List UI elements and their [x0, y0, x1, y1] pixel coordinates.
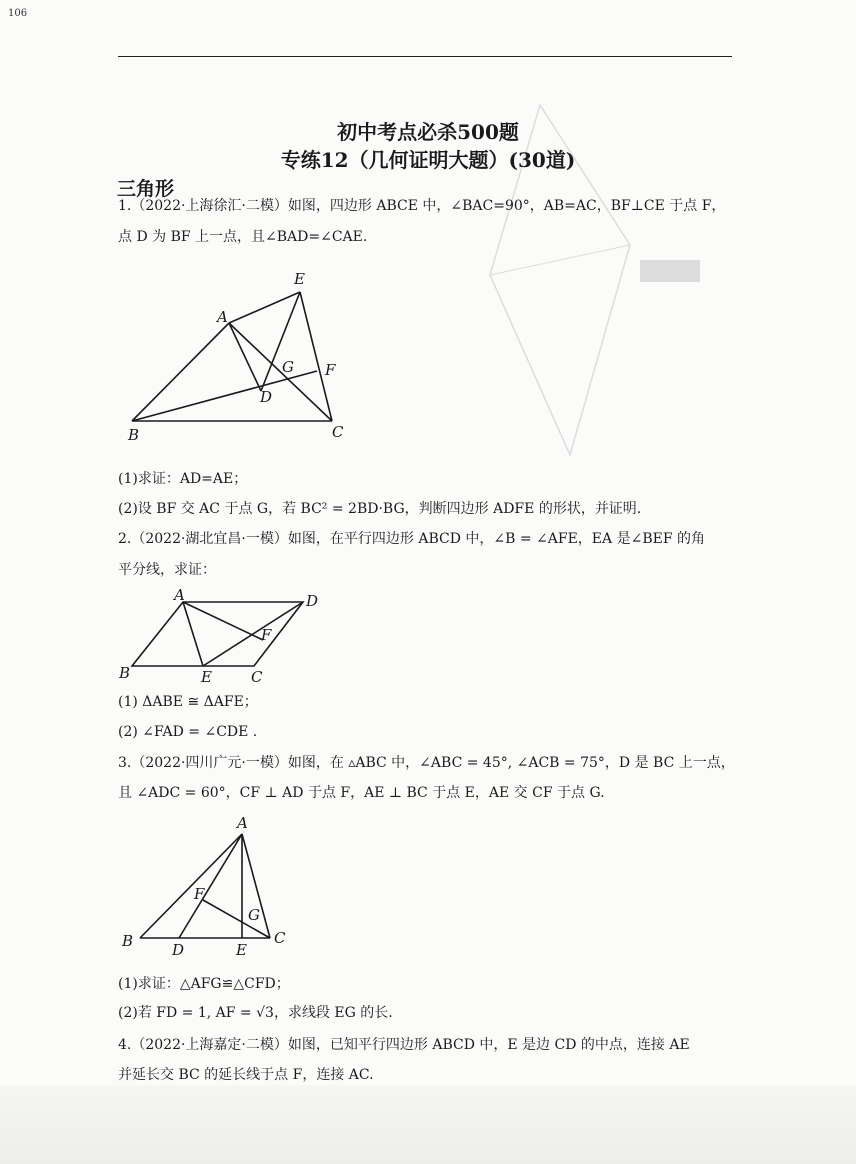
label-c: C [332, 423, 344, 441]
segment-af [183, 602, 263, 640]
label-g: G [248, 906, 260, 924]
problem-2-line-2: 平分线，求证： [118, 562, 216, 578]
label-c: C [251, 668, 263, 686]
problem-1-line-1: 1.（2022·上海徐汇·二模）如图，四边形 ABCE 中，∠BAC=90°，AB=AC，BF⊥CE 于点 F， [118, 198, 726, 214]
segment-ba [132, 323, 229, 421]
label-d: D [306, 592, 319, 610]
problem-2-part-1: (1) ΔABE ≅ ΔAFE； [118, 694, 258, 710]
label-b: B [122, 932, 134, 950]
label-g: G [282, 358, 294, 376]
segment-ba [140, 834, 242, 938]
problem-3-part-2: (2)若 FD = 1, AF = √3，求线段 EG 的长. [118, 1005, 393, 1021]
page-subtitle: 专练12（几何证明大题）(30道) [280, 148, 576, 172]
problem-3-figure [118, 812, 298, 962]
label-d: D [260, 388, 273, 406]
problem-3-line-1: 3.（2022·四川广元·一模）如图，在 ▵ABC 中，∠ABC = 45°, ∠ACB = 75°，D 是 BC 上一点， [118, 755, 735, 771]
section-heading: 三角形 [117, 178, 175, 200]
label-f: F [194, 885, 205, 903]
problem-3-line-2: 且 ∠ADC = 60°，CF ⊥ AD 于点 F，AE ⊥ BC 于点 E，AE 交 CF 于点 G. [118, 785, 605, 801]
problem-4-line-2: 并延长交 BC 的延长线于点 F，连接 AC. [118, 1067, 374, 1083]
problem-1-line-2: 点 D 为 BF 上一点，且∠BAD=∠CAE. [118, 229, 368, 245]
problem-1-part-1: (1)求证：AD=AE； [118, 471, 248, 487]
label-a: A [217, 308, 228, 326]
label-e: E [201, 668, 212, 686]
label-b: B [119, 664, 131, 682]
scan-shadow [0, 1085, 856, 1164]
problem-2-figure [116, 588, 336, 688]
segment-ac [229, 323, 332, 421]
page-title: 初中考点必杀500题 [337, 120, 519, 144]
problem-2-line-1: 2.（2022·湖北宜昌·一模）如图，在平行四边形 ABCD 中，∠B = ∠AFE，EA 是∠BEF 的角 [118, 531, 705, 547]
problem-1-figure [120, 268, 360, 448]
label-a: A [174, 586, 185, 604]
segment-ad [179, 834, 242, 938]
page-number: 106 [8, 8, 28, 19]
label-c: C [274, 929, 286, 947]
segment-ec [300, 292, 332, 421]
header-rule [118, 56, 732, 57]
segment-ed [203, 602, 303, 666]
problem-4-line-1: 4.（2022·上海嘉定·二模）如图，已知平行四边形 ABCD 中，E 是边 CD 的中点，连接 AE [118, 1037, 690, 1053]
label-e: E [294, 270, 305, 288]
label-f: F [325, 361, 336, 379]
label-f: F [261, 626, 272, 644]
problem-1-part-2: (2)设 BF 交 AC 于点 G，若 BC² = 2BD·BG，判断四边形 ADFE 的形状，并证明. [118, 501, 642, 517]
label-d: D [172, 941, 185, 959]
problem-2-part-2: (2) ∠FAD = ∠CDE . [118, 724, 258, 740]
label-e: E [236, 941, 247, 959]
label-a: A [237, 814, 248, 832]
segment-ae [183, 602, 203, 666]
segment-ad [229, 323, 261, 391]
problem-3-part-1: (1)求证：△AFG≌△CFD； [118, 976, 290, 992]
segment-bf [132, 371, 317, 421]
label-b: B [128, 426, 140, 444]
